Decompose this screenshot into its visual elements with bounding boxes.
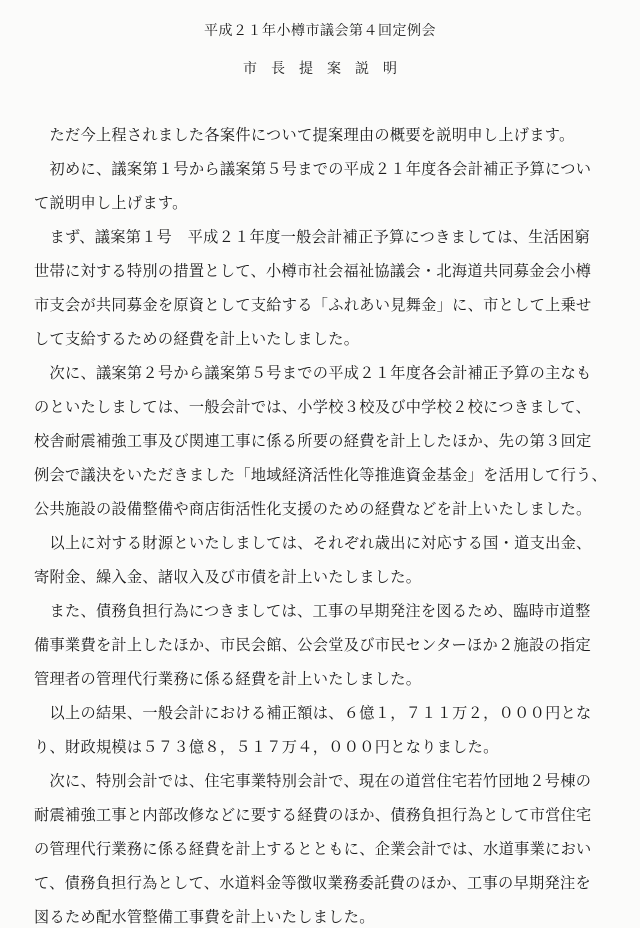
text-line: て、債務負担行為として、水道料金等徴収業務委託費のほか、工事の早期発注を [34,874,591,892]
text-line: 備事業費を計上したほか、市民会館、公会堂及び市民センターほか２施設の指定 [34,636,591,654]
text-line: て説明申し上げます。 [34,194,188,212]
text-line: まず、議案第１号 平成２１年度一般会計補正予算につきましては、生活困窮 [34,228,591,246]
text-line: 図るため配水管整備工事費を計上いたしました。 [34,908,375,926]
document-body [34,118,614,934]
text-line: のといたしましては、一般会計では、小学校３校及び中学校２校につきまして、 [34,398,591,416]
text-line: 以上に対する財源といたしましては、それぞれ歳出に対応する国・道支出金、 [34,534,592,552]
text-line: ただ今上程されました各案件について提案理由の概要を説明申し上げます。 [34,126,575,144]
text-line: 市支会が共同募金を原資として支給する「ふれあい見舞金」に、市として上乗せ [34,296,592,314]
text-line: 耐震補強工事と内部改修などに要する経費のほか、債務負担行為として市営住宅 [34,806,592,824]
document-title: 平成２１年小樽市議会第４回定例会 [204,23,436,39]
text-line: 例会で議決をいただきました「地域経済活性化等推進資金基金」を活用して行う、 [34,466,608,484]
document-subtitle: 市長提案説明 [243,61,411,77]
text-line: 以上の結果、一般会計における補正額は、６億１，７１１万２，０００円とな [34,704,592,722]
text-line: 校舎耐震補強工事及び関連工事に係る所要の経費を計上したほか、先の第３回定 [34,432,592,450]
text-line: り、財政規模は５７３億８，５１７万４，０００円となりました。 [34,738,499,756]
text-line: 寄附金、繰入金、諸収入及び市債を計上いたしました。 [34,568,422,586]
text-line: また、債務負担行為につきましては、工事の早期発注を図るため、臨時市道整 [34,602,591,620]
text-line: 次に、議案第２号から議案第５号までの平成２１年度各会計補正予算の主なも [34,364,592,382]
text-line: して支給するための経費を計上いたしました。 [34,330,360,348]
text-line: 管理者の管理代行業務に係る経費を計上いたしました。 [34,670,422,688]
text-line: 世帯に対する特別の措置として、小樽市社会福祉協議会・北海道共同募金会小樽 [34,262,592,280]
text-line: の管理代行業務に係る経費を計上するとともに、企業会計では、水道事業におい [34,840,592,858]
text-line: 公共施設の設備整備や商店街活性化支援のための経費などを計上いたしました。 [34,500,592,518]
document-header [0,20,640,80]
text-line: 次に、特別会計では、住宅事業特別会計で、現在の道営住宅若竹団地２号棟の [34,772,592,790]
text-line: 初めに、議案第１号から議案第５号までの平成２１年度各会計補正予算につい [34,160,592,178]
